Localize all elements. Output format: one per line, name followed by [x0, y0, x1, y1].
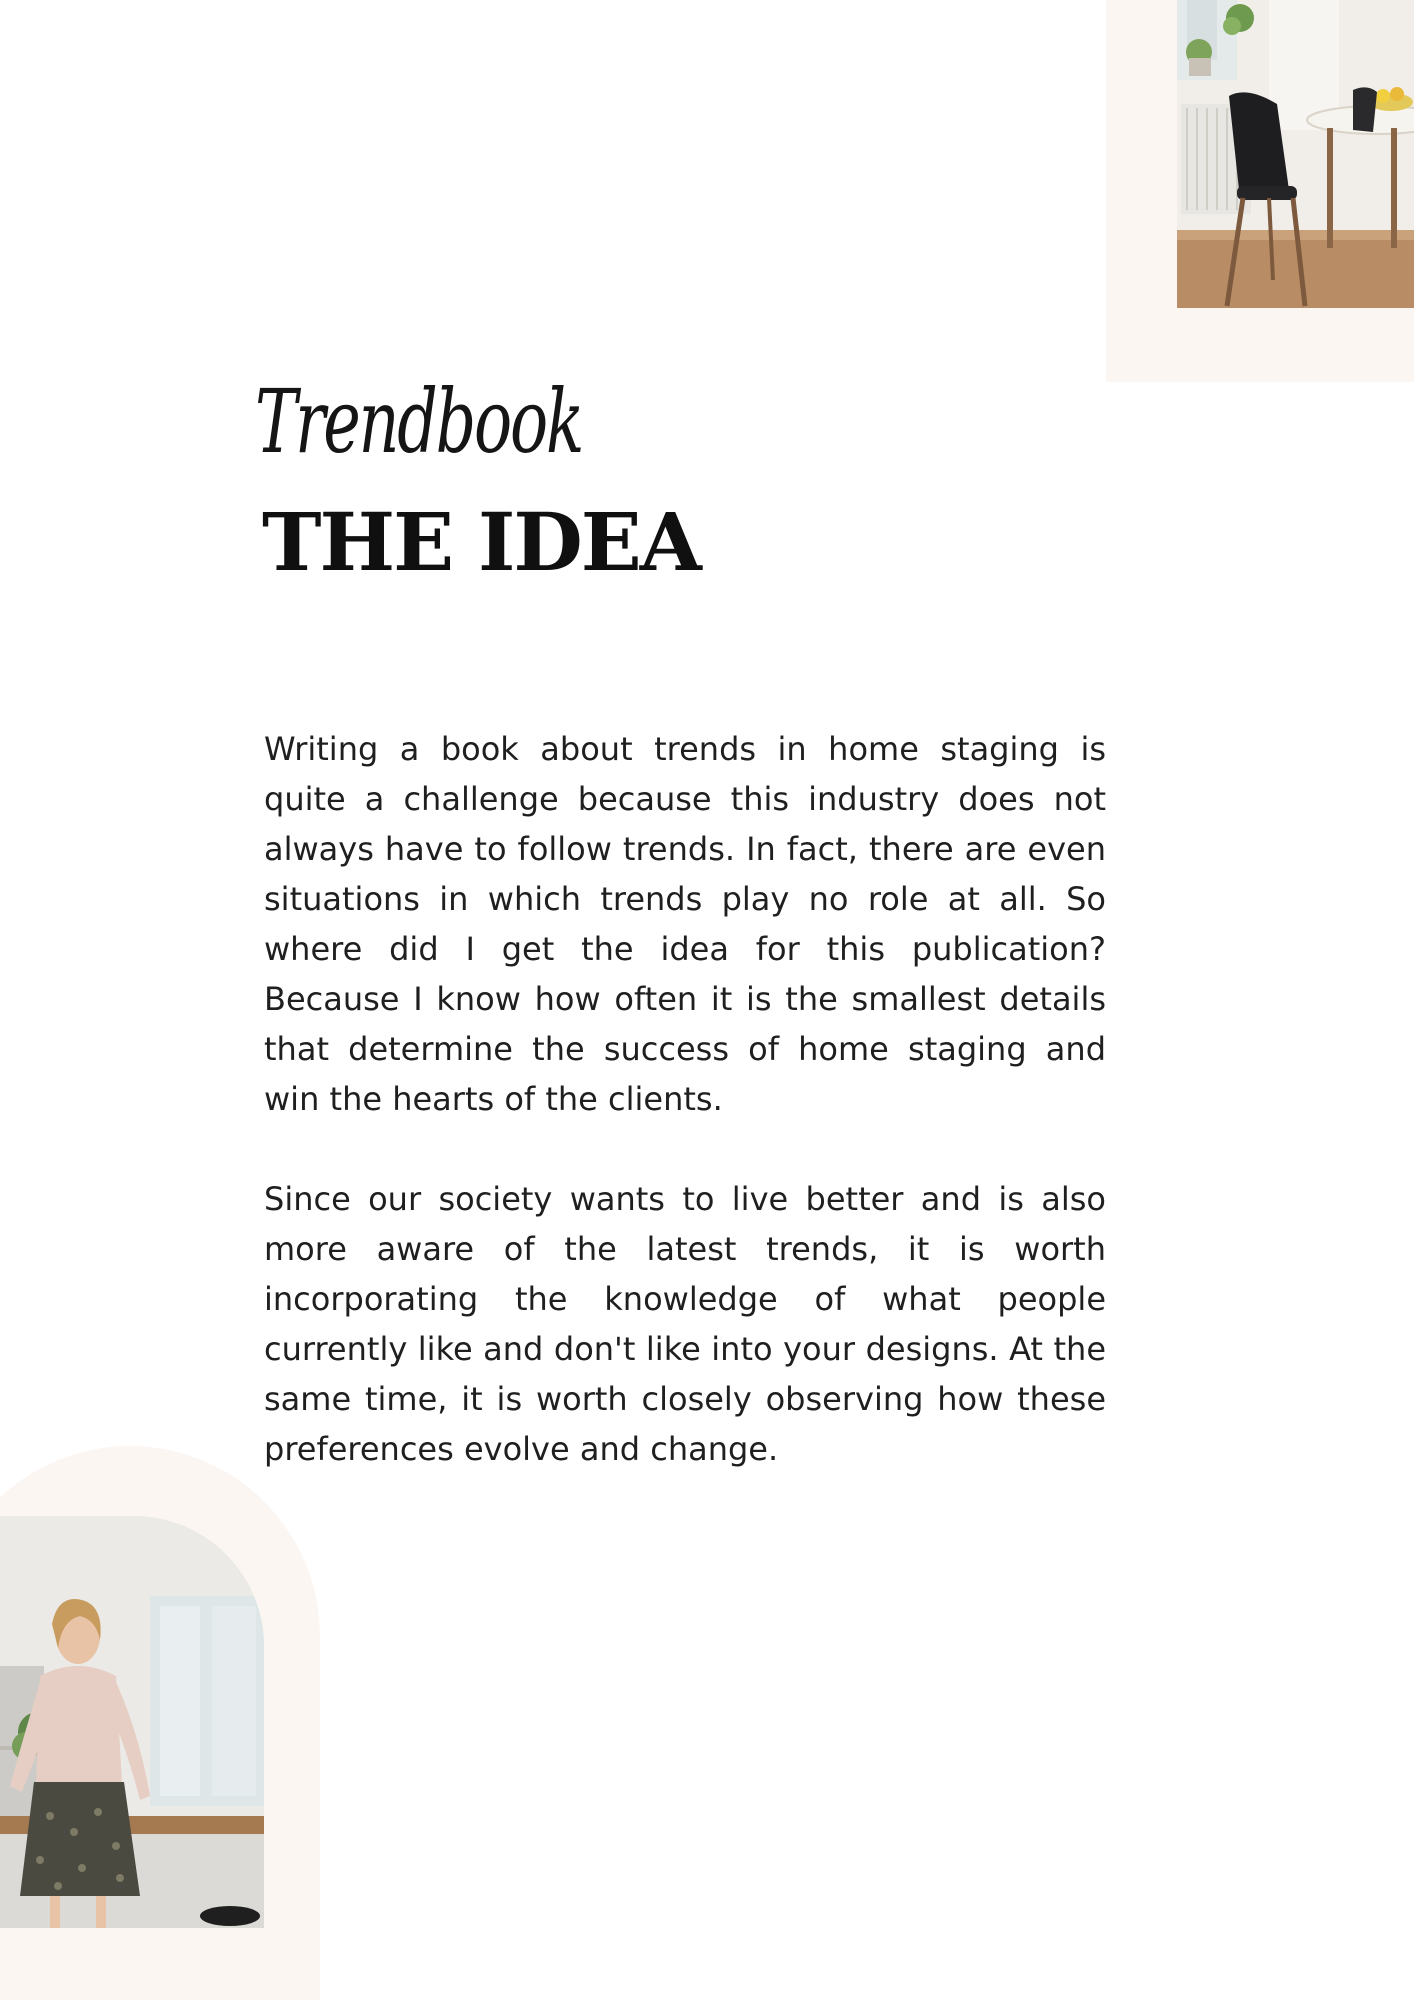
dining-room-photo [1177, 0, 1414, 308]
script-title: Trendbook [255, 370, 583, 473]
page-title: THE IDEA [262, 495, 700, 589]
paragraph: Since our society wants to live better and is also more aware of the latest trends, it is worth incorporating the knowledge of what people currently like and don't like into your designs. At the same time, it is worth closely observing how these preferences evolve and change. [264, 1180, 1106, 1468]
portrait-photo [0, 1516, 264, 1928]
paragraph: Writing a book about trends in home staging is quite a challenge because this industry does not always have to follow trends. In fact, there are even situations in which trends play no role at all. So where did I get the idea for this publication? Because I know how often it is the smallest details that determine the success of home staging and win the hearts of the clients. [264, 730, 1106, 1118]
body-text [264, 724, 1106, 1524]
